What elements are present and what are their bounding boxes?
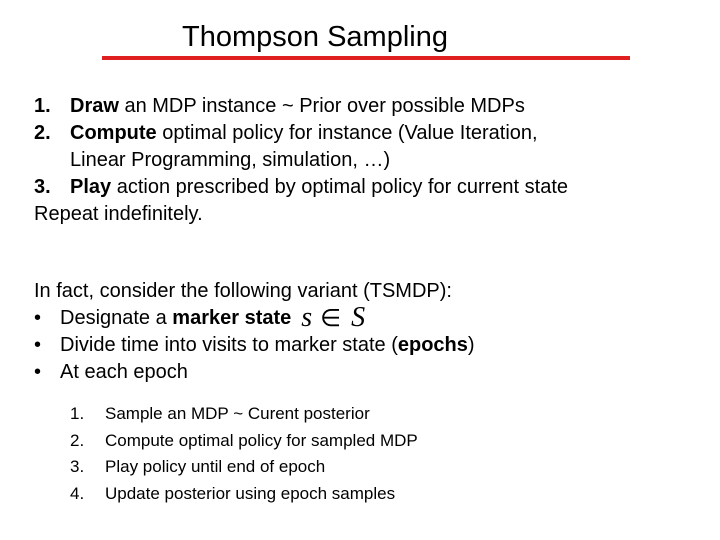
math-variable: s [301, 302, 313, 333]
step-keyword: Play [70, 176, 112, 198]
math-element-of: ∈ [320, 306, 342, 332]
bullet-bold: epochs [397, 334, 468, 356]
step-number: 3. [34, 176, 51, 198]
substep-number: 4. [70, 483, 85, 503]
substep-number: 2. [70, 430, 85, 450]
step-text: optimal policy for instance (Value Iteration, [156, 122, 538, 144]
substep-text: Update posterior using epoch samples [105, 483, 396, 503]
bullet-bold: marker state [172, 307, 292, 329]
bullet-item [34, 359, 714, 386]
substep-item [70, 454, 418, 481]
bullet-text: At each epoch [60, 361, 188, 383]
bullet-text: Designate a [60, 307, 173, 329]
step-item [34, 93, 714, 120]
substep-number: 1. [70, 404, 85, 423]
step-item [34, 120, 714, 147]
step-text: action prescribed by optimal policy for current state [111, 176, 569, 198]
bullet-item [34, 302, 714, 333]
variant-intro: In fact, consider the following variant (TSMDP): [34, 280, 452, 302]
slide-title: Thompson Sampling [182, 21, 448, 53]
variant-section [34, 278, 714, 386]
substep-text: Sample an MDP ~ Curent posterior [105, 404, 370, 423]
bullet-icon: • [34, 307, 42, 329]
bullet-icon: • [34, 361, 42, 383]
bullet-text-end: ) [467, 334, 475, 356]
repeat-line: Repeat indefinitely. [34, 203, 203, 225]
step-keyword: Compute [70, 122, 157, 144]
substep-item [70, 481, 418, 508]
bullet-item [34, 332, 714, 359]
step-continuation: Linear Programming, simulation, …) [70, 149, 391, 171]
substep-item [70, 401, 418, 428]
title-underline [102, 56, 630, 60]
step-keyword: Draw [70, 95, 119, 117]
epoch-substeps [70, 401, 418, 507]
substep-text: Play policy until end of epoch [105, 457, 326, 476]
step-number: 1. [34, 95, 51, 117]
math-set: S [351, 302, 366, 333]
step-text: an MDP instance ~ Prior over possible MDPs [118, 95, 525, 117]
steps-list [34, 93, 714, 228]
step-number: 2. [34, 122, 51, 144]
substep-item [70, 428, 418, 455]
substep-number: 3. [70, 457, 85, 476]
substep-text: Compute optimal policy for sampled MDP [105, 430, 418, 450]
step-item [34, 174, 714, 201]
math-expression [301, 302, 366, 333]
bullet-text: Divide time into visits to marker state ( [60, 334, 398, 356]
bullet-icon: • [34, 334, 42, 356]
